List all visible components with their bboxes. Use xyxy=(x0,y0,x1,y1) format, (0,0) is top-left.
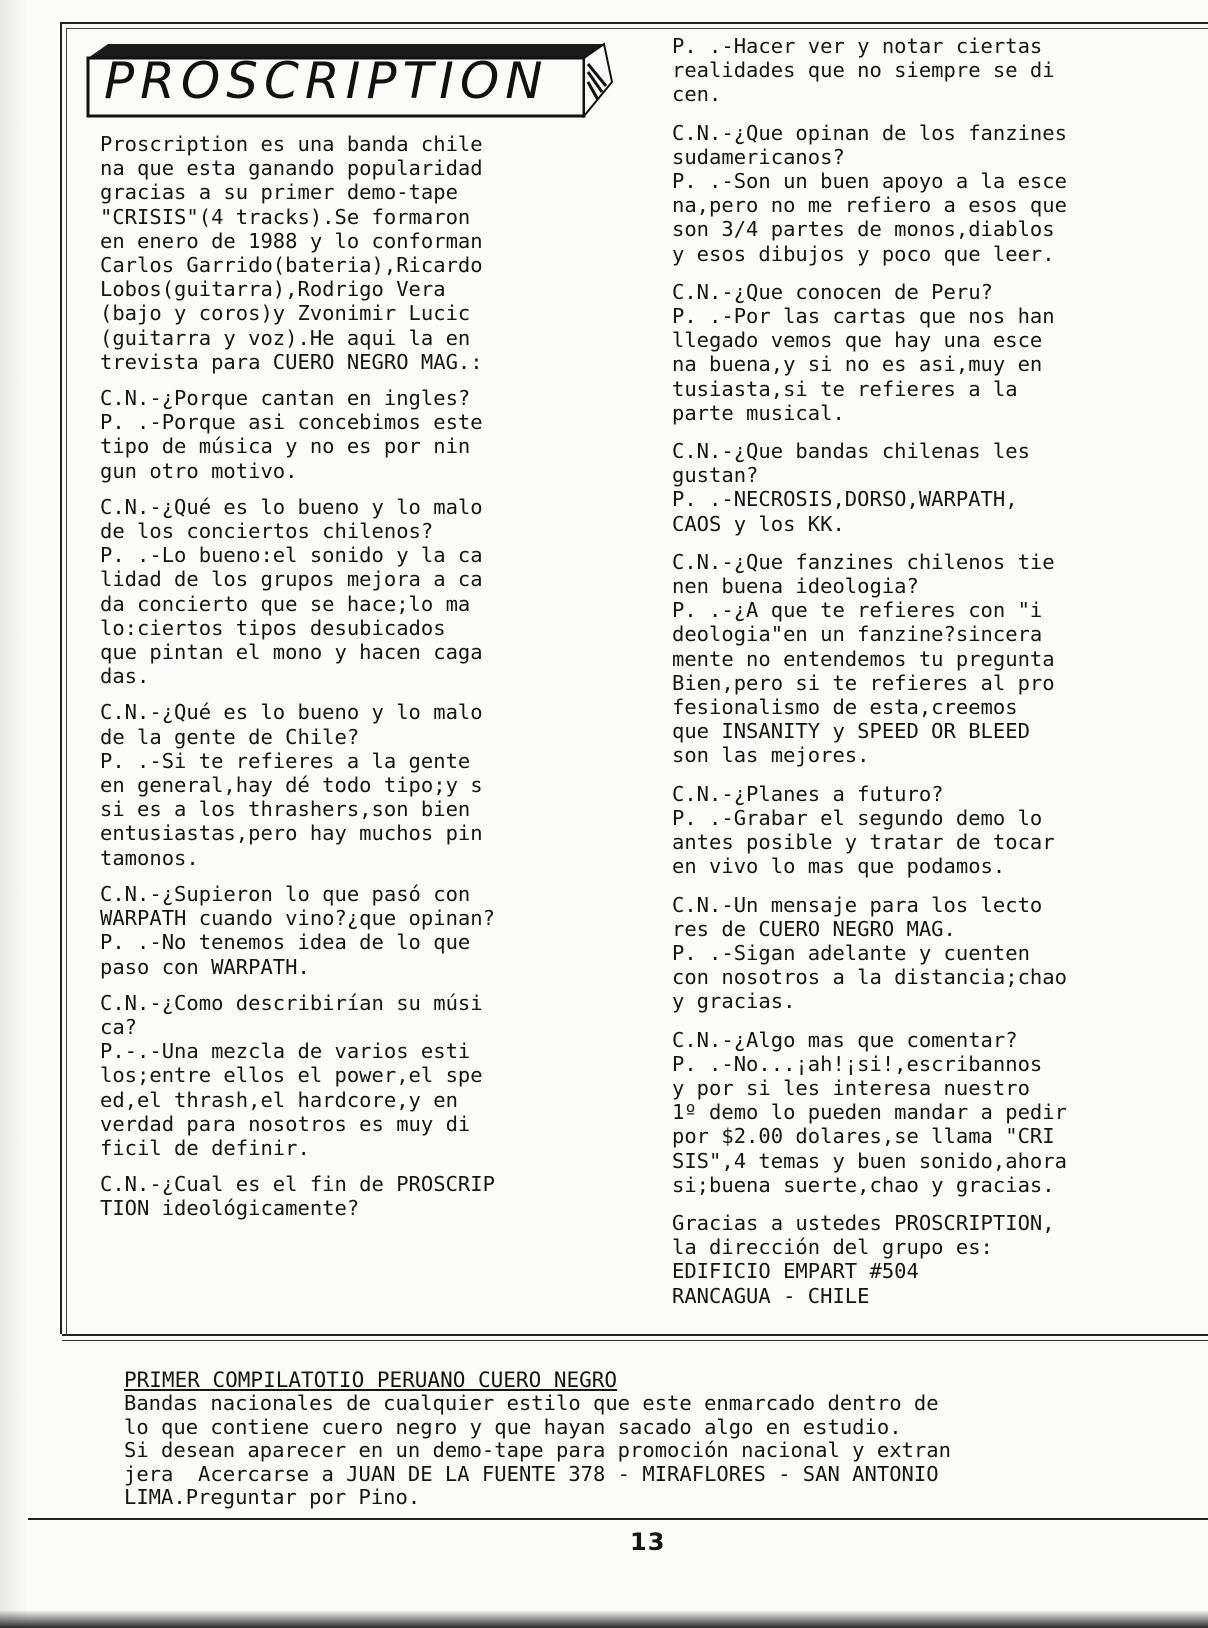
intro-paragraph: Proscription es una banda chile na que esta ganando popularidad gracias a su primer demo-tape "CRISIS"(4 tracks).Se formaron en enero de 1988 y lo conforman Carlos Garrido(bateria),Ricardo Lobos(guitarra),Rodrigo Vera (bajo y coros)y Zvonimir Lucic (guitarra y voz).He aqui la en trevista para CUERO NEGRO MAG.: xyxy=(100,132,483,374)
qa-block: C.N.-¿Porque cantan en ingles? P. .-Porque asi concebimos este tipo de música y no es por nin gun otro motivo. xyxy=(100,386,483,483)
qa-block: P. .-Hacer ver y notar ciertas realidades que no siempre se di cen. xyxy=(672,34,1055,107)
qa-block: C.N.-¿Cual es el fin de PROSCRIP TION ideológicamente? xyxy=(100,1172,495,1221)
article-title: PROSCRIPTION xyxy=(104,52,549,110)
qa-block: C.N.-¿Que opinan de los fanzines sudamericanos? P. .-Son un buen apoyo a la esce na,pero no me refiero a esos que son 3/4 partes de monos,diablos y esos dibujos y poco que leer. xyxy=(672,120,1067,266)
scan-bottom-edge xyxy=(0,1568,1208,1628)
section-divider-inner xyxy=(62,1340,1208,1341)
qa-block: C.N.-¿Qué es lo bueno y lo malo de la gente de Chile? P. .-Si te refieres a la gente en general,hay dé todo tipo;y s si es a los thrashers,son bien entusiastas,pero hay muchos pin tamonos. xyxy=(100,700,483,870)
qa-block: C.N.-¿Planes a futuro? P. .-Grabar el segundo demo lo antes posible y tratar de tocar en vivo lo mas que podamos. xyxy=(672,781,1055,879)
qa-block: C.N.-¿Supieron lo que pasó con WARPATH cuando vino?¿que opinan? P. .-No tenemos idea de lo que paso con WARPATH. xyxy=(100,881,495,979)
scan-left-edge xyxy=(0,0,28,1628)
qa-block: C.N.-¿Como describirían su músi ca? P.-.-Una mezcla de varios esti los;entre ellos el power,el spe ed,el thrash,el hardcore,y en verdad para nosotros es muy di ficil de definir. xyxy=(100,990,483,1160)
qa-block: C.N.-Un mensaje para los lecto res de CUERO NEGRO MAG. P. .-Sigan adelante y cuenten con nosotros a la distancia;chao y gracias. xyxy=(672,892,1067,1014)
page-number: 13 xyxy=(630,1528,666,1556)
right-column xyxy=(672,34,1192,1322)
qa-block: C.N.-¿Que fanzines chilenos tie nen buena ideologia? P. .-¿A que te refieres con "i deologia"en un fanzine?sincera mente no entendemos tu pregunta Bien,pero si te refieres al pro fesionalismo de esta,creemos que INSANITY y SPEED OR BLEED son las mejores. xyxy=(672,549,1055,768)
qa-block: C.N.-¿Que conocen de Peru? P. .-Por las cartas que nos han llegado vemos que hay una esce na buena,y si no es asi,muy en tusiasta,si te refieres a la parte musical. xyxy=(672,279,1055,425)
footer-divider xyxy=(28,1518,1208,1520)
qa-block: C.N.-¿Algo mas que comentar? P. .-No...¡ah!¡si!,escribannos y por si les interesa nuestro 1º demo lo pueden mandar a pedir por $2.00 dolares,se llama "CRI SIS",4 temas y buen sonido,ahora si;buena suerte,chao y gracias. xyxy=(672,1027,1067,1197)
title-banner xyxy=(84,42,614,118)
compilation-text: Bandas nacionales de cualquier estilo que este enmarcado dentro de lo que contiene cuero negro y que hayan sacado algo en estudio. Si desean aparecer en un demo-tape para promoción nacional y extran jera Acercarse a JUAN DE LA FUENTE 378 - MIRAFLORES - SAN ANTONIO LIMA.Preguntar por Pino. xyxy=(124,1391,951,1509)
left-column xyxy=(100,42,620,1233)
contact-address: Gracias a ustedes PROSCRIPTION, la dirección del grupo es: EDIFICIO EMPART #504 RANCAGUA - CHILE xyxy=(672,1210,1055,1308)
compilation-notice xyxy=(124,1368,1184,1510)
compilation-heading: PRIMER COMPILATOTIO PERUANO CUERO NEGRO xyxy=(124,1368,618,1392)
qa-block: C.N.-¿Qué es lo bueno y lo malo de los conciertos chilenos? P. .-Lo bueno:el sonido y la ca lidad de los grupos mejora a ca da concierto que se hace;lo ma lo:ciertos tipos desubicados que pintan el mono y hacen caga das. xyxy=(100,494,483,689)
qa-block: C.N.-¿Que bandas chilenas les gustan? P. .-NECROSIS,DORSO,WARPATH, CAOS y los KK. xyxy=(672,439,1030,536)
section-divider xyxy=(62,1334,1208,1336)
